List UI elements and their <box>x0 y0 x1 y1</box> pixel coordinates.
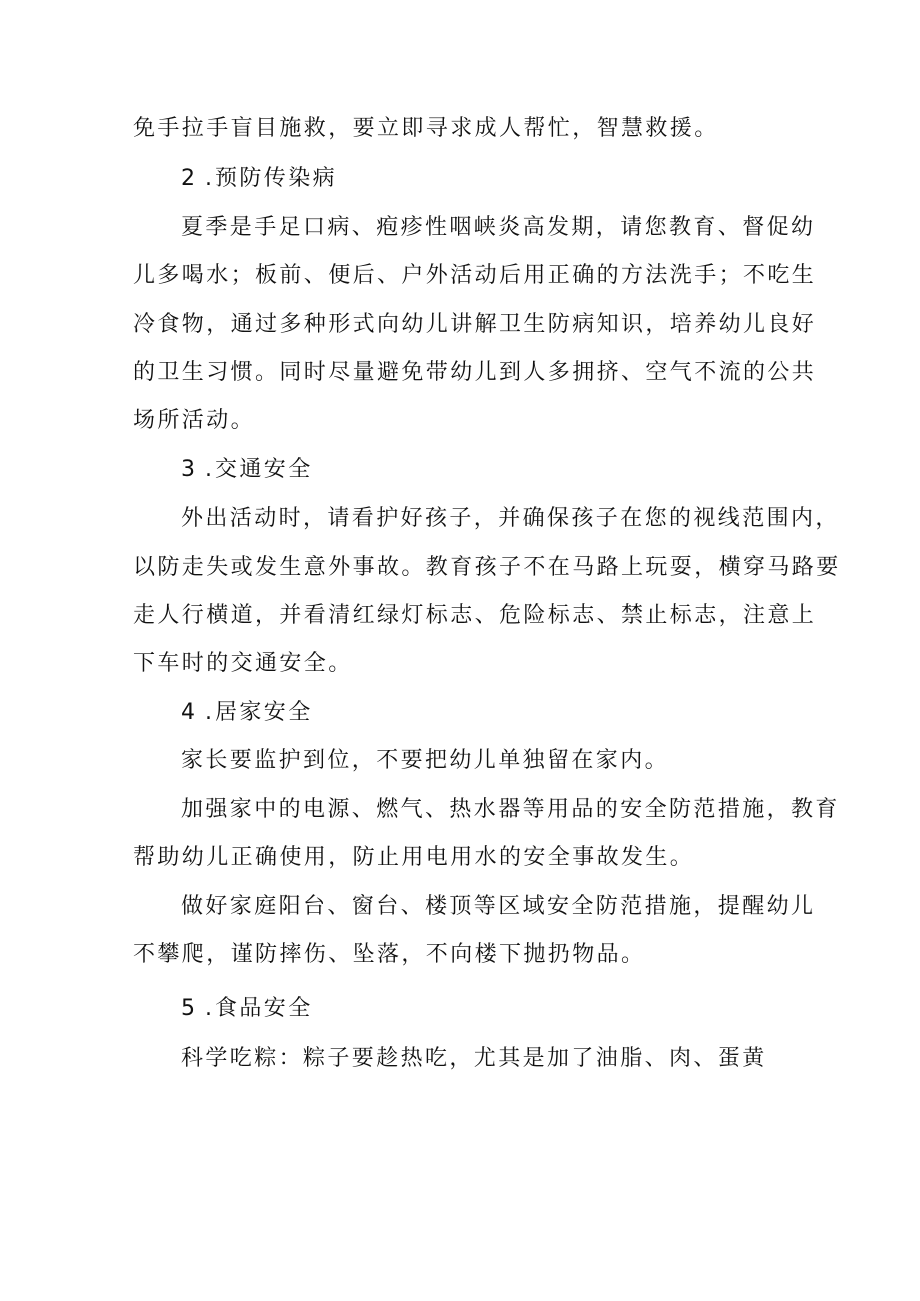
section-number: 2 <box>181 166 195 191</box>
section-dot: . <box>205 166 212 191</box>
section-heading-food-safety <box>0 985 920 1033</box>
section-title: 预防传染病 <box>215 166 338 191</box>
paragraph-line: 家长要监护到位，不要把幼儿单独留在家内。 <box>181 748 670 773</box>
section-number: 5 <box>181 996 195 1021</box>
section-heading-traffic-safety <box>0 446 920 494</box>
paragraph-line: 免手拉手盲目施救，要立即寻求成人帮忙，智慧救援。 <box>133 116 719 141</box>
paragraph-line: 下车时的交通安全。 <box>133 651 353 676</box>
section-dot: . <box>205 996 212 1021</box>
paragraph-line: 科学吃粽：粽子要趁热吃，尤其是加了油脂、肉、蛋黄 <box>181 1046 767 1071</box>
paragraph-line: 外出活动时，请看护好孩子，并确保孩子在您的视线范围内， <box>181 506 840 531</box>
paragraph-line: 帮助幼儿正确使用，防止用电用水的安全事故发生。 <box>133 845 695 870</box>
section-number: 4 <box>181 700 195 725</box>
paragraph-line: 加强家中的电源、燃气、热水器等用品的安全防范措施，教育 <box>181 797 840 822</box>
paragraph-line: 场所活动。 <box>133 408 256 433</box>
section-title: 交通安全 <box>215 457 313 482</box>
section-title: 食品安全 <box>215 996 313 1021</box>
section-heading-home-safety <box>0 689 920 737</box>
paragraph-line: 儿多喝水；板前、便后、户外活动后用正确的方法洗手；不吃生 <box>133 263 817 288</box>
paragraph-line: 做好家庭阳台、窗台、楼顶等区域安全防范措施，提醒幼儿 <box>181 894 816 919</box>
paragraph-line: 的卫生习惯。同时尽量避免带幼儿到人多拥挤、空气不流的公共 <box>133 360 817 385</box>
section-dot: . <box>205 457 212 482</box>
section-number: 3 <box>181 457 195 482</box>
section-dot: . <box>205 700 212 725</box>
paragraph-line: 以防走失或发生意外事故。教育孩子不在马路上玩耍，横穿马路要 <box>133 555 841 580</box>
paragraph-line: 走人行横道，并看清红绿灯标志、危险标志、禁止标志，注意上 <box>133 603 817 628</box>
section-title: 居家安全 <box>215 700 313 725</box>
paragraph-line: 夏季是手足口病、疱疹性咽峡炎高发期，请您教育、督促幼 <box>181 215 816 240</box>
section-heading-prevent-infectious-disease <box>0 155 920 203</box>
paragraph-line: 不攀爬，谨防摔伤、坠落，不向楼下抛扔物品。 <box>133 942 646 967</box>
paragraph-line: 冷食物，通过多种形式向幼儿讲解卫生防病知识，培养幼儿良好 <box>133 312 817 337</box>
